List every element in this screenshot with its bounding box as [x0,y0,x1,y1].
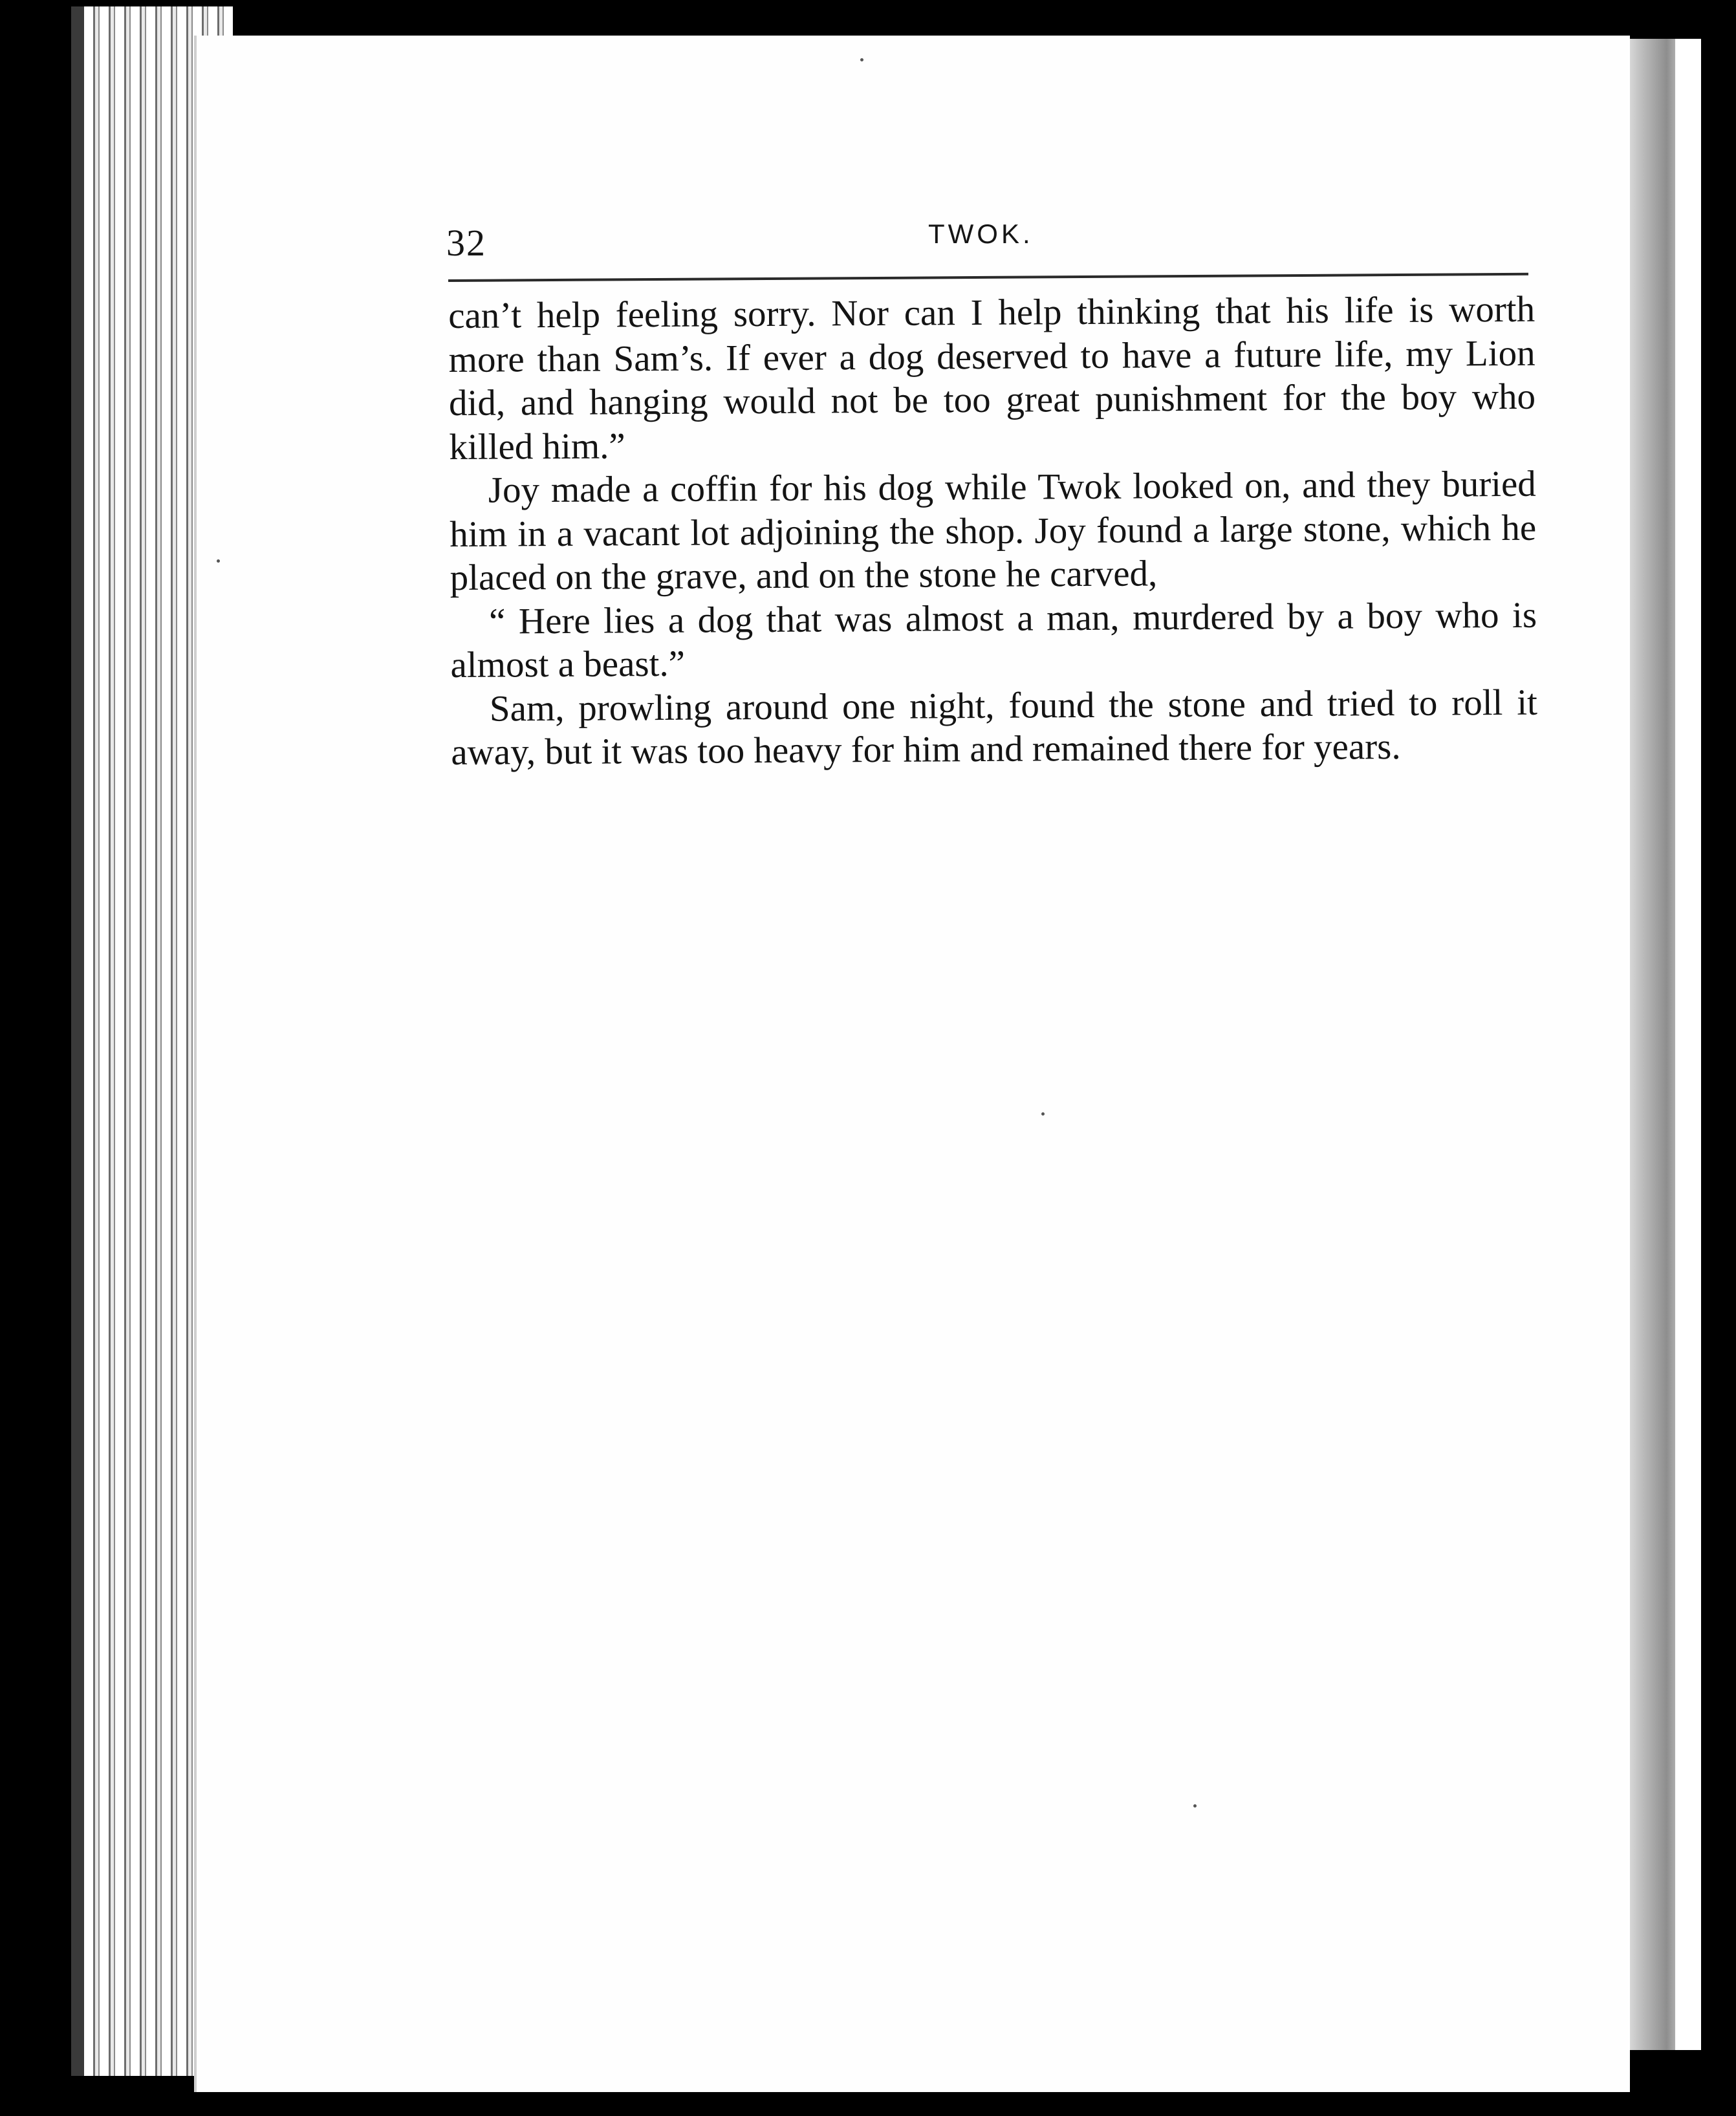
scan-speck [1041,1112,1045,1116]
paragraph: can’t help feeling sorry. Nor can I help thinking that his life is worth more than Sam’s. If ever a dog deserved to have a future life, my Lion did, and hanging would not be too great punishment for the boy who killed him.” [448,288,1536,468]
paragraph: “ Here lies a dog that was almost a man, murdered by a boy who is almost a beast.” [450,594,1537,686]
page-number: 32 [446,222,486,264]
scan-speck [1193,1804,1197,1808]
running-title: TWOK. [928,219,1034,249]
paragraph: Joy made a coffin for his dog while Twok looked on, and they buried him in a vacant lot adjoining the shop. Joy found a large stone, which he placed on the grave, and on the stone he carved, [450,463,1537,598]
body-text [448,288,1538,775]
paragraph: Sam, prowling around one night, found the stone and tried to roll it away, but it was too heavy for him and remained there for years. [451,682,1538,773]
scan-speck [217,559,220,563]
facing-page-edge [1675,39,1701,2050]
page-header [446,213,1533,272]
scan-speck [860,58,863,61]
